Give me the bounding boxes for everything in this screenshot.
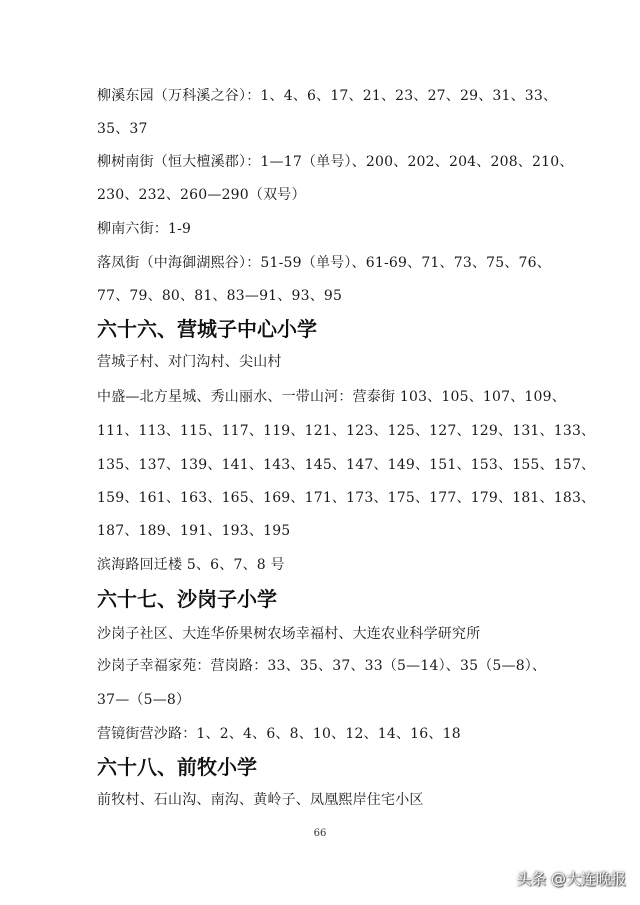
text-line: 77、79、80、81、83—91、93、95 bbox=[97, 288, 343, 304]
text-line: 187、189、191、193、195 bbox=[97, 523, 291, 539]
page-number: 66 bbox=[313, 828, 327, 839]
source-watermark: 头条 @大连晚报 bbox=[516, 870, 626, 888]
text-line: 中盛—北方星城、秀山丽水、一带山河：营泰街 103、105、107、109、 bbox=[97, 389, 566, 405]
text-line: 营城子村、对门沟村、尖山村 bbox=[97, 354, 282, 370]
text-line: 营镜街营沙路：1、2、4、6、8、10、12、14、16、18 bbox=[97, 726, 461, 742]
section-heading: 六十六、营城子中心小学 bbox=[97, 317, 317, 341]
text-line: 37—（5—8） bbox=[97, 692, 191, 708]
text-line: 柳溪东园（万科溪之谷）：1、4、6、17、21、23、27、29、31、33、 bbox=[97, 88, 558, 104]
text-line: 35、37 bbox=[97, 121, 148, 137]
section-heading: 六十七、沙岗子小学 bbox=[97, 587, 277, 611]
text-line: 柳树南街（恒大檀溪郡）：1—17（单号）、200、202、204、208、210、 bbox=[97, 154, 574, 170]
text-line: 柳南六街：1-9 bbox=[97, 221, 192, 237]
text-line: 滨海路回迁楼 5、6、7、8 号 bbox=[97, 557, 285, 573]
text-line: 111、113、115、117、119、121、123、125、127、129、131、133、 bbox=[97, 423, 596, 439]
text-line: 135、137、139、141、143、145、147、149、151、153、155、157、 bbox=[97, 457, 596, 473]
text-line: 230、232、260—290（双号） bbox=[97, 187, 306, 203]
text-line: 沙岗子社区、大连华侨果树农场幸福村、大连农业科学研究所 bbox=[97, 626, 481, 642]
text-line: 沙岗子幸福家苑：营岗路：33、35、37、33（5—14）、35（5—8）、 bbox=[97, 658, 547, 674]
text-line: 落凤街（中海御湖熙谷）：51-59（单号）、61-69、71、73、75、76、 bbox=[97, 255, 551, 271]
text-line: 前牧村、石山沟、南沟、黄岭子、凤凰熙岸住宅小区 bbox=[97, 792, 424, 808]
text-line: 159、161、163、165、169、171、173、175、177、179、181、183、 bbox=[97, 490, 596, 506]
section-heading: 六十八、前牧小学 bbox=[97, 755, 257, 779]
